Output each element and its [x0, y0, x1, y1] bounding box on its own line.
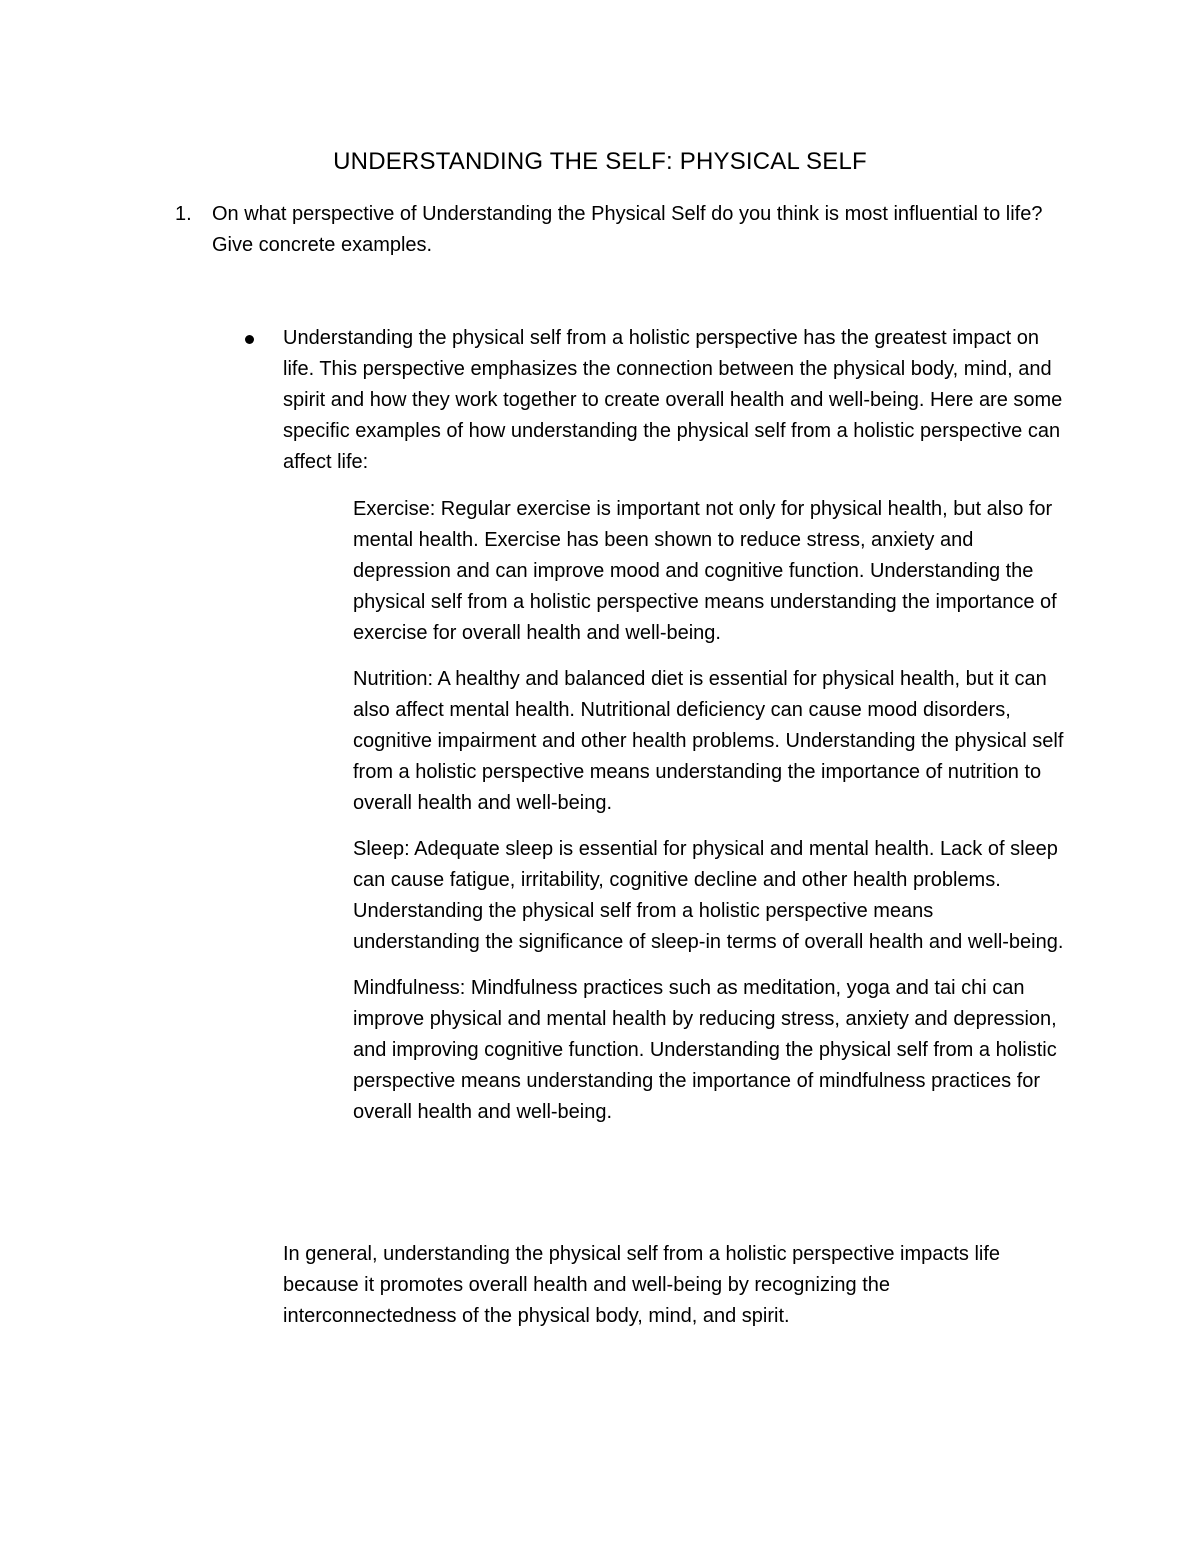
examples-list — [353, 494, 1065, 1143]
conclusion-paragraph: In general, understanding the physical self from a holistic perspective impacts life because it promotes overall health and well-being by recognizing the interconnectedness of the physical body, mind, and spirit. — [283, 1243, 1001, 1327]
answer-bullet — [245, 323, 1075, 478]
question-number: 1. — [175, 203, 192, 225]
example-sleep: Sleep: Adequate sleep is essential for physical and mental health. Lack of sleep can cause fatigue, irritability, cognitive decline and other health problems. Understanding the physical self from a holistic perspective means understanding the significance of sleep-in terms of overall health and well-being. — [353, 838, 1064, 953]
example-nutrition: Nutrition: A healthy and balanced diet is essential for physical health, but it can also affect mental health. Nutritional deficiency can cause mood disorders, cognitive impairment and other health problems. Understanding the physical self from a holistic perspective means understanding the importance of nutrition to overall health and well-being. — [353, 668, 1064, 814]
answer-intro-text: Understanding the physical self from a holistic perspective has the greatest impact on life. This perspective emphasizes the connection between the physical body, mind, and spirit and how they work together to create overall health and well-being. Here are some specific examples of how understanding the physical self from a holistic perspective can affect life: — [283, 327, 1063, 473]
example-exercise: Exercise: Regular exercise is important not only for physical health, but also for mental health. Exercise has been shown to reduce stress, anxiety and depression and can improve mood and cognitive function. Understanding the physical self from a holistic perspective means understanding the importance of exercise for overall health and well-being. — [353, 498, 1057, 644]
example-mindfulness: Mindfulness: Mindfulness practices such as meditation, yoga and tai chi can improve physical and mental health by reducing stress, anxiety and depression, and improving cognitive function. Understanding the physical self from a holistic perspective means understanding the importance of mindfulness practices for overall health and well-being. — [353, 977, 1057, 1123]
question-text: On what perspective of Understanding the Physical Self do you think is most influential to life? Give concrete examples. — [212, 203, 1043, 256]
page-title: UNDERSTANDING THE SELF: PHYSICAL SELF — [333, 148, 867, 175]
bullet-icon — [245, 335, 254, 344]
question-item — [175, 199, 1055, 261]
